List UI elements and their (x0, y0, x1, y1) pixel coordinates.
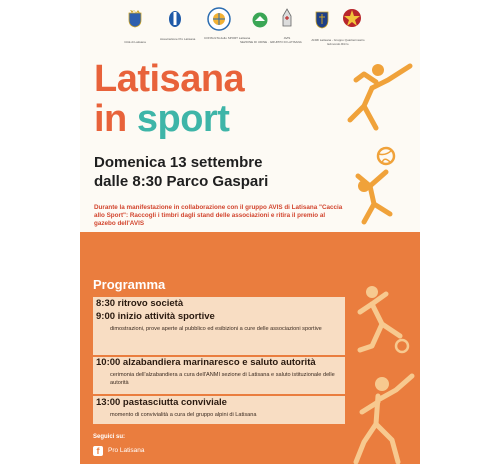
program-item-sub: dimostrazioni, prove aperte al pubblico ed esibizioni a cure delle associazioni sportive (110, 326, 322, 332)
logo-caption: CONSULTA dello SPORT Latisana (204, 36, 251, 40)
date-line-2: dalle 8:30 Parco Gaspari (94, 173, 269, 190)
title-latisana: Latisana (94, 58, 245, 100)
program-item-head: 9:00 inizio attività sportive (96, 311, 215, 322)
logos-row (80, 0, 420, 54)
logo-caption: AVIS (283, 36, 291, 40)
program-item-head: 8:30 ritrovo società (96, 298, 184, 309)
program-item-head: 10:00 alzabandiera marinaresco e saluto autorità (96, 357, 316, 368)
facebook-link[interactable]: Pro Latisana (108, 447, 145, 454)
fencer-figure (342, 370, 416, 464)
title-in-sport (94, 100, 229, 138)
program-item-sub: momento di convivialità a cura del gruppo alpini di Latisana (110, 412, 257, 418)
logo-caption: Città di Latisana (124, 40, 146, 44)
title-in: in (94, 98, 127, 140)
title-sport: sport (136, 98, 230, 140)
volleyball-player-figure (344, 164, 408, 230)
follow-us-label: Seguici su: (93, 434, 126, 440)
logo-caption: ANMI Latisana - Gruppo Quartiermastro Edmondo Rizzo (311, 38, 365, 46)
consulta-sport-logo (204, 6, 234, 32)
volleyball-ball-icon (376, 146, 396, 166)
star-logo (342, 8, 362, 28)
program-item-head: 13:00 pastasciutta conviviale (96, 397, 227, 408)
pro-loco-logo (168, 10, 182, 28)
event-date (94, 153, 268, 191)
facebook-icon[interactable]: f (93, 446, 103, 456)
alpini-logo (252, 12, 268, 28)
intro-text: Durante la manifestazione in collaborazione con il gruppo AVIS di Latisana "Caccia allo Sport": Raccogli i timbri dagli stand delle associazioni e ritira il premio al gazebo dell'AVIS (94, 204, 343, 227)
anmi-logo (314, 9, 330, 29)
program-title: Programma (93, 277, 166, 292)
avis-logo (280, 8, 294, 28)
logo-caption: SEZIONE DI UDINE · GRUPPO DI LATISANA (240, 40, 302, 44)
logo-caption: Associazione Pro Latisana (160, 37, 196, 41)
karate-kick-figure (342, 58, 416, 140)
comune-logo (128, 10, 142, 28)
poster (80, 0, 420, 464)
soccer-player-figure (342, 276, 416, 356)
date-line-1: Domenica 13 settembre (94, 154, 263, 171)
program-item-sub: cerimonia dell'alzabandiera a cura dell'ANMI sezione di Latisana e saluto istituzionale delle autorità (110, 372, 335, 386)
